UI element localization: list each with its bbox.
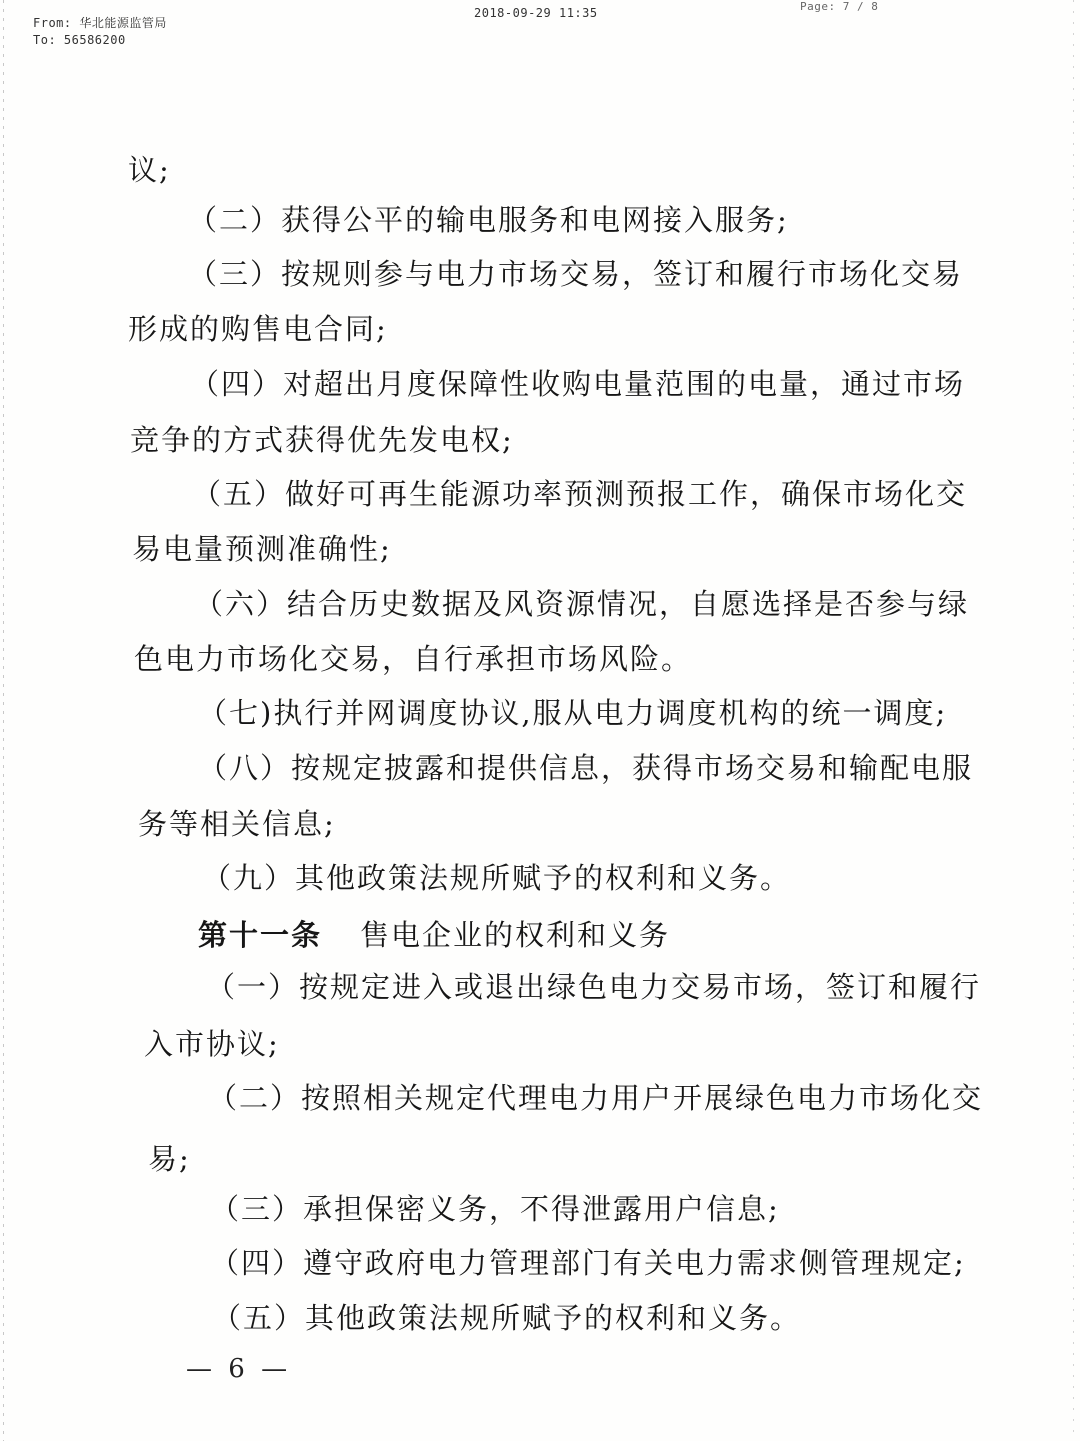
scan-edge-right xyxy=(1073,0,1074,1441)
body-line: （七)执行并网调度协议,服从电力调度机构的统一调度; xyxy=(198,696,948,730)
fax-from: From: 华北能源监管局 xyxy=(33,16,167,30)
article-line: （五）其他政策法规所赋予的权利和义务。 xyxy=(212,1301,802,1335)
body-line: （八）按规定披露和提供信息，获得市场交易和输配电服 xyxy=(198,751,974,785)
body-line: （九）其他政策法规所赋予的权利和义务。 xyxy=(202,861,792,895)
fax-page-indicator: Page: 7 / 8 xyxy=(800,0,879,13)
article-line: （一）按规定进入或退出绿色电力交易市场，签订和履行 xyxy=(206,970,982,1004)
body-line: 易电量预测准确性; xyxy=(132,532,392,566)
body-line: （五）做好可再生能源功率预测预报工作，确保市场化交 xyxy=(192,477,968,511)
article-number: 第十一条 xyxy=(198,918,323,952)
body-line: 形成的购售电合同; xyxy=(128,312,388,346)
body-line: 务等相关信息; xyxy=(138,807,336,841)
body-line: （二）获得公平的输电服务和电网接入服务; xyxy=(188,203,789,237)
article-line: （二）按照相关规定代理电力用户开展绿色电力市场化交 xyxy=(208,1081,984,1115)
fax-timestamp: 2018-09-29 11:35 xyxy=(474,6,598,20)
body-line: 色电力市场化交易，自行承担市场风险。 xyxy=(134,642,693,676)
article-line: 入市协议; xyxy=(144,1027,280,1061)
article-line: （三）承担保密义务，不得泄露用户信息; xyxy=(210,1192,780,1226)
body-line: （三）按规则参与电力市场交易，签订和履行市场化交易 xyxy=(188,257,964,291)
body-line: 竞争的方式获得优先发电权; xyxy=(130,423,514,457)
body-line: （四）对超出月度保障性收购电量范围的电量，通过市场 xyxy=(190,367,966,401)
article-title: 售电企业的权利和义务 xyxy=(360,918,671,952)
body-line: 议; xyxy=(128,153,171,187)
article-line: 易; xyxy=(148,1142,191,1176)
fax-to: To: 56586200 xyxy=(33,33,126,47)
scan-edge-left xyxy=(3,0,4,1441)
page-number: — 6 — xyxy=(186,1354,292,1384)
article-line: （四）遵守政府电力管理部门有关电力需求侧管理规定; xyxy=(210,1246,966,1280)
body-line: （六）结合历史数据及风资源情况，自愿选择是否参与绿 xyxy=(194,587,970,621)
